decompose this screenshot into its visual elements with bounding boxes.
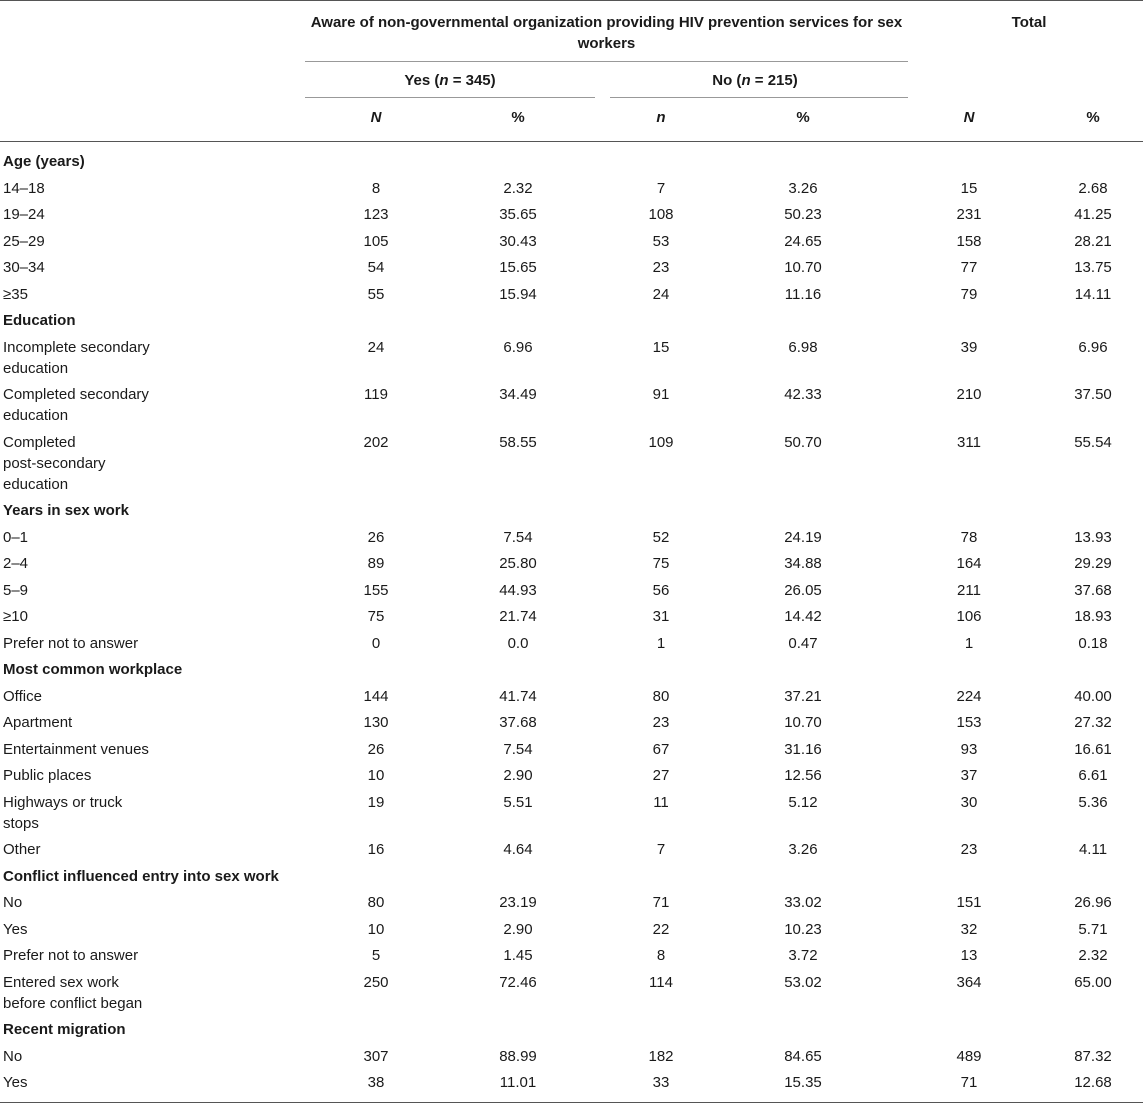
table-cell: 5.36 <box>1078 793 1108 811</box>
table-cell: 34.49 <box>499 386 537 403</box>
table-cell: 93 <box>960 740 978 758</box>
table-cell: 37.68 <box>1074 581 1112 599</box>
table-cell: 105 <box>363 232 389 250</box>
table-cell: 53 <box>652 232 670 250</box>
table-cell: 3.26 <box>788 179 818 197</box>
table-cell: 25.80 <box>499 555 537 572</box>
bottom-rule <box>0 1102 1143 1103</box>
yes-subheader: Yes (n = 345) <box>404 72 496 89</box>
table-cell: 5 <box>371 947 381 964</box>
row-label: 5–9 <box>3 581 29 599</box>
table-cell: 50.23 <box>784 206 822 223</box>
top-rule <box>0 0 1143 1</box>
row-label: Prefer not to answer <box>3 634 139 652</box>
row-label: Public places <box>3 767 92 784</box>
table-cell: 19 <box>367 793 385 811</box>
table-cell: 108 <box>648 206 674 223</box>
table-cell: 54 <box>367 259 385 276</box>
table-cell: 75 <box>652 555 670 572</box>
table-cell: 6.98 <box>788 338 818 356</box>
table-cell: 23 <box>652 714 670 731</box>
table-cell: 37.21 <box>784 687 822 705</box>
table-cell: 37.50 <box>1074 386 1112 403</box>
table-cell: 26.05 <box>784 581 822 599</box>
table-cell: 144 <box>363 687 389 705</box>
table-cell: 56 <box>652 581 670 599</box>
table-cell: 6.61 <box>1078 767 1108 784</box>
column-header: N <box>370 109 382 126</box>
table-cell: 15.94 <box>499 285 537 303</box>
table-cell: 0.47 <box>788 634 818 652</box>
table-cell: 22 <box>652 920 670 938</box>
table-cell: 39 <box>960 338 978 356</box>
table-cell: 12.56 <box>784 767 822 784</box>
table-cell: 11 <box>653 793 669 811</box>
section-heading: Years in sex work <box>3 502 129 519</box>
table-cell: 0.0 <box>507 634 529 652</box>
table-cell: 182 <box>648 1047 674 1065</box>
row-label: Other <box>3 841 41 858</box>
table-cell: 24.19 <box>784 528 822 546</box>
table-cell: 42.33 <box>784 386 822 403</box>
table-cell: 155 <box>363 581 389 599</box>
table-cell: 2.90 <box>503 920 533 938</box>
table-cell: 123 <box>363 206 389 223</box>
table-cell: 10.70 <box>784 714 822 731</box>
table-cell: 15 <box>960 179 978 197</box>
table-cell: 84.65 <box>784 1047 822 1065</box>
table-cell: 119 <box>364 386 388 403</box>
table-cell: 151 <box>956 894 982 911</box>
table-cell: 38 <box>367 1074 385 1091</box>
table-cell: 72.46 <box>499 973 537 991</box>
table-cell: 2.90 <box>503 767 533 784</box>
table-cell: 2.32 <box>1078 947 1108 964</box>
total-header: Total <box>1011 14 1047 31</box>
table-cell: 71 <box>652 894 670 911</box>
table-cell: 202 <box>363 433 389 451</box>
table-cell: 11.16 <box>784 285 822 303</box>
table-cell: 8 <box>371 179 381 197</box>
row-label: ≥10 <box>3 608 28 625</box>
table-cell: 24 <box>367 338 385 356</box>
section-heading: Age (years) <box>3 153 85 170</box>
table-cell: 26.96 <box>1074 894 1112 911</box>
table-cell: 5.51 <box>503 793 533 811</box>
table-cell: 7.54 <box>503 740 533 758</box>
row-label: 0–1 <box>3 528 29 546</box>
table-cell: 89 <box>367 555 385 572</box>
table-cell: 211 <box>957 581 981 599</box>
row-label: 19–24 <box>3 206 45 223</box>
row-label: No <box>3 1047 23 1065</box>
table-cell: 164 <box>956 555 982 572</box>
table-cell: 2.68 <box>1078 179 1108 197</box>
no-subheader: No (n = 215) <box>712 72 798 89</box>
table-cell: 35.65 <box>499 206 537 223</box>
table-cell: 364 <box>956 973 982 991</box>
table-cell: 307 <box>363 1047 389 1065</box>
table-cell: 29.29 <box>1074 555 1112 572</box>
table-cell: 87.32 <box>1074 1047 1112 1065</box>
table-cell: 53.02 <box>784 973 822 991</box>
row-label: ≥35 <box>3 285 28 303</box>
table-cell: 37 <box>960 767 978 784</box>
table-cell: 10.23 <box>784 920 822 938</box>
row-label: 25–29 <box>3 232 45 250</box>
column-header: n <box>656 109 666 126</box>
table-cell: 6.96 <box>503 338 533 356</box>
table-cell: 114 <box>649 973 673 991</box>
row-label: 30–34 <box>3 259 45 276</box>
no-subheader-underline <box>610 97 908 98</box>
table-cell: 37.68 <box>499 714 537 731</box>
table-cell: 7 <box>656 841 666 858</box>
table-cell: 1 <box>656 634 666 652</box>
table-cell: 16 <box>367 841 385 858</box>
table-cell: 58.55 <box>499 433 537 451</box>
table-cell: 8 <box>656 947 666 964</box>
table-cell: 10 <box>367 920 385 938</box>
table-cell: 106 <box>956 608 982 625</box>
table-cell: 27.32 <box>1074 714 1112 731</box>
row-label: Yes <box>3 1074 28 1091</box>
table-cell: 224 <box>956 687 982 705</box>
table-cell: 78 <box>960 528 978 546</box>
table-cell: 34.88 <box>784 555 822 572</box>
row-label: 2–4 <box>3 555 29 572</box>
table-cell: 13.75 <box>1074 259 1112 276</box>
table-cell: 1.45 <box>503 947 533 964</box>
table-cell: 41.25 <box>1074 206 1112 223</box>
table-cell: 27 <box>652 767 670 784</box>
table-cell: 1 <box>964 634 974 652</box>
table-cell: 50.70 <box>784 433 822 451</box>
group-header-title: Aware of non-governmental organization providing HIV prevention services for sex workers <box>310 14 903 52</box>
table-cell: 41.74 <box>499 687 537 705</box>
table-cell: 153 <box>956 714 982 731</box>
header-rule <box>0 141 1143 142</box>
table-cell: 311 <box>957 433 981 451</box>
table-cell: 158 <box>956 232 982 250</box>
table-cell: 32 <box>960 920 978 938</box>
column-header: % <box>796 109 810 126</box>
table-cell: 23 <box>652 259 670 276</box>
table-cell: 4.11 <box>1078 841 1108 858</box>
table-cell: 21.74 <box>499 608 537 625</box>
table-cell: 0 <box>371 634 381 652</box>
section-heading: Conflict influenced entry into sex work <box>3 867 279 885</box>
row-label: Entered sex work before conflict began <box>3 973 143 1012</box>
table-cell: 52 <box>652 528 670 546</box>
row-label: Apartment <box>3 714 73 731</box>
table-cell: 28.21 <box>1074 232 1112 250</box>
column-header: % <box>1086 109 1100 126</box>
column-header: N <box>963 109 975 126</box>
group-header-underline <box>305 61 908 62</box>
section-heading: Education <box>3 312 76 329</box>
table-cell: 0.18 <box>1078 634 1108 652</box>
row-label: 14–18 <box>3 179 45 197</box>
table-cell: 7 <box>656 179 666 197</box>
table-cell: 31 <box>652 608 670 625</box>
table-cell: 2.32 <box>503 179 533 197</box>
table-cell: 11.01 <box>499 1074 537 1091</box>
table-cell: 5.71 <box>1078 920 1108 938</box>
table-cell: 80 <box>367 894 385 911</box>
table-cell: 7.54 <box>503 528 533 546</box>
row-label: Entertainment venues <box>3 740 149 758</box>
table-cell: 44.93 <box>499 581 537 599</box>
table-cell: 80 <box>652 687 670 705</box>
table-cell: 13 <box>960 947 978 964</box>
table-cell: 15.35 <box>784 1074 822 1091</box>
yes-subheader-underline <box>305 97 595 98</box>
table-cell: 231 <box>956 206 982 223</box>
table-cell: 71 <box>960 1074 978 1091</box>
column-header: % <box>511 109 525 126</box>
table-cell: 14.42 <box>784 608 822 625</box>
section-heading: Most common workplace <box>3 661 183 678</box>
row-label: Completed post-secondary education <box>3 433 106 493</box>
row-label: Prefer not to answer <box>3 947 139 964</box>
table-cell: 10 <box>367 767 385 784</box>
table-cell: 65.00 <box>1074 973 1112 991</box>
table-cell: 40.00 <box>1074 687 1112 705</box>
table-cell: 33.02 <box>784 894 822 911</box>
table-cell: 109 <box>648 433 674 451</box>
table-cell: 23 <box>960 841 978 858</box>
row-label: No <box>3 894 23 911</box>
table-cell: 55 <box>367 285 385 303</box>
table-cell: 16.61 <box>1074 740 1112 758</box>
table-cell: 88.99 <box>499 1047 537 1065</box>
row-label: Incomplete secondary education <box>3 338 150 377</box>
table-cell: 33 <box>652 1074 670 1091</box>
table-cell: 18.93 <box>1074 608 1112 625</box>
table-cell: 3.72 <box>788 947 818 964</box>
table-cell: 210 <box>956 386 982 403</box>
table-cell: 77 <box>960 259 978 276</box>
table-cell: 13.93 <box>1074 528 1112 546</box>
table-cell: 12.68 <box>1074 1074 1112 1091</box>
table-cell: 26 <box>367 528 385 546</box>
table-cell: 489 <box>956 1047 982 1065</box>
table-cell: 26 <box>367 740 385 758</box>
table-cell: 23.19 <box>499 894 537 911</box>
table-cell: 30.43 <box>499 232 537 250</box>
table-cell: 75 <box>367 608 385 625</box>
table-cell: 31.16 <box>784 740 822 758</box>
table-cell: 24.65 <box>784 232 822 250</box>
table-cell: 15.65 <box>499 259 537 276</box>
table-cell: 15 <box>652 338 670 356</box>
table-cell: 130 <box>363 714 389 731</box>
table-cell: 14.11 <box>1074 285 1112 303</box>
table-cell: 10.70 <box>784 259 822 276</box>
table-cell: 67 <box>652 740 670 758</box>
table-cell: 250 <box>363 973 389 991</box>
row-label: Yes <box>3 920 28 938</box>
table-cell: 91 <box>652 386 670 403</box>
row-label: Completed secondary education <box>3 386 149 424</box>
table-cell: 55.54 <box>1074 433 1112 451</box>
table-cell: 6.96 <box>1078 338 1108 356</box>
table-cell: 3.26 <box>788 841 818 858</box>
table-cell: 5.12 <box>788 793 818 811</box>
section-heading: Recent migration <box>3 1021 126 1038</box>
table-cell: 24 <box>652 285 670 303</box>
row-label: Highways or truck stops <box>3 793 123 832</box>
table-cell: 30 <box>960 793 978 811</box>
table-cell: 4.64 <box>503 841 533 858</box>
table-cell: 79 <box>960 285 978 303</box>
row-label: Office <box>3 687 42 705</box>
